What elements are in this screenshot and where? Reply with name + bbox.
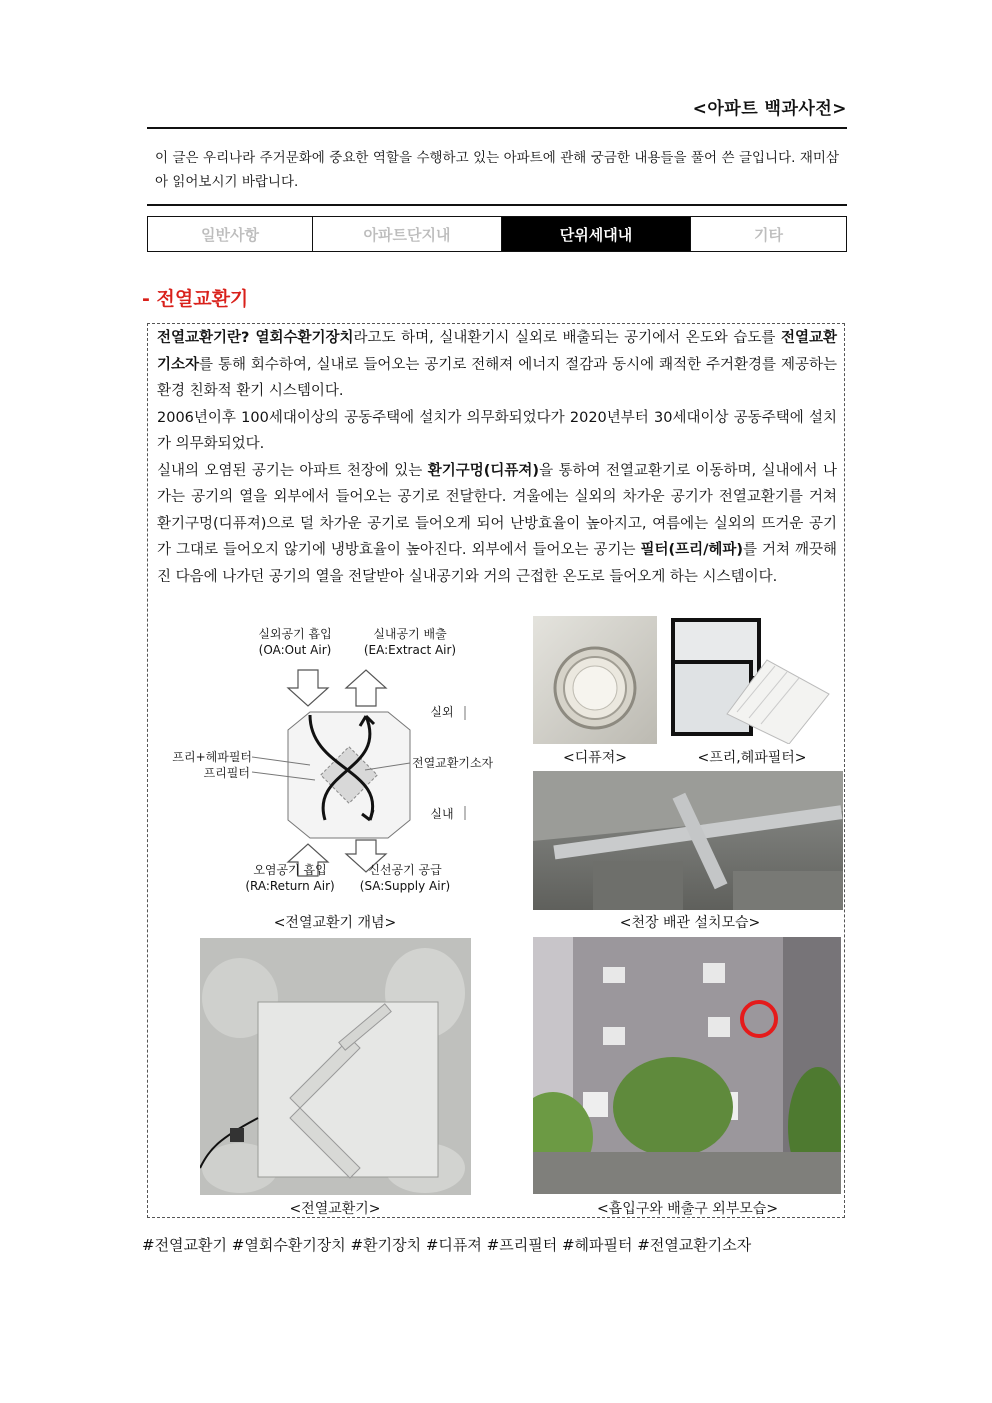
paragraph-2: 2006년이후 100세대이상의 공동주택에 설치가 의무화되었다가 2020년부터 30세대이상 공동주택에 설치가 의무화되었다. — [157, 409, 837, 452]
oa-sub-text: (OA:Out Air) — [258, 643, 332, 657]
category-tabs — [147, 216, 847, 252]
term-definition: 전열교환기란? 열회수환기장치 — [157, 330, 354, 346]
caption-filters: <프리,헤파필터> — [697, 750, 807, 766]
section-title: - 전열교환기 — [142, 288, 249, 310]
paragraph-1 — [157, 325, 837, 405]
tab-complex[interactable]: 아파트단지내 — [313, 217, 502, 251]
tab-general[interactable]: 일반사항 — [148, 217, 313, 251]
caption-ceiling: <천장 배관 설치모습> — [619, 915, 761, 931]
indoor-label: 실내 — [430, 807, 454, 821]
ceiling-photo — [533, 771, 843, 910]
ra-label-text: 오염공기 흡입 — [253, 863, 327, 877]
sa-sub-text: (SA:Supply Air) — [359, 879, 451, 893]
caption-unit: <전열교환기> — [289, 1201, 381, 1217]
building-exterior-icon — [533, 937, 841, 1194]
ea-arrow-icon — [346, 670, 386, 706]
filters-photo — [667, 616, 837, 744]
ra-sub-text: (RA:Return Air) — [245, 879, 335, 893]
unit-photo — [200, 938, 471, 1195]
term-diffuser: 환기구멍(디퓨져) — [427, 462, 540, 479]
core-label: 전열교환기소자 — [412, 756, 494, 770]
caption-diffuser: <디퓨져> — [562, 750, 628, 766]
body-text — [157, 325, 837, 590]
filter2-label: 프리필터 — [203, 766, 250, 780]
oa-label-text: 실외공기 흡입 — [258, 627, 332, 641]
paragraph-3 — [157, 458, 837, 591]
outdoor-label: 실외 — [430, 705, 454, 719]
diffuser-icon — [533, 616, 657, 744]
exterior-photo — [533, 937, 841, 1194]
sa-label-text: 신선공기 공급 — [368, 863, 442, 877]
ra-label — [225, 862, 355, 894]
tab-other[interactable]: 기타 — [754, 225, 783, 244]
ea-sub-text: (EA:Extract Air) — [363, 643, 457, 657]
term-core: 전열교환기소자 — [157, 330, 837, 373]
term-filter: 필터(프리/헤파) — [640, 542, 744, 558]
tab-unit[interactable]: 단위세대내 — [502, 217, 691, 251]
page-header-title: <아파트 백과사전> — [692, 99, 847, 119]
p3-text-3: 를 거쳐 깨끗해진 다음에 나가던 공기의 열을 전달받아 실내공기와 거의 근접한 온도로 들어오게 하는 시스템이다. — [157, 542, 838, 585]
ventilator-unit-icon — [200, 938, 471, 1195]
intro-divider — [147, 204, 847, 206]
caption-exterior: <흡입구와 배출구 외부모습> — [596, 1201, 779, 1217]
p1-text-1: 라고도 하며, 실내환기시 실외로 배출되는 공기에서 온도와 습도를 — [353, 330, 781, 346]
p3-text-1: 실내의 오염된 공기는 아파트 천장에 있는 — [157, 462, 428, 479]
concept-diagram — [160, 620, 530, 905]
oa-arrow-icon — [288, 670, 328, 706]
hashtags: #전열교환기 #열회수환기장치 #환기장치 #디퓨져 #프리필터 #헤파필터 #전열교환기소자 — [142, 1236, 752, 1254]
header-divider — [147, 127, 847, 129]
intro-text: 이 글은 우리나라 주거문화에 중요한 역할을 수행하고 있는 아파트에 관해 궁금한 내용들을 풀어 쓴 글입니다. 재미삼아 읽어보시기 바랍니다. — [155, 150, 839, 190]
caption-concept: <전열교환기 개념> — [273, 915, 397, 931]
filter-icon — [667, 616, 837, 744]
ea-label-text: 실내공기 배출 — [373, 627, 447, 641]
p3-text-2: 을 통하여 전열교환기로 이동하며, 실내에서 나가는 공기의 열을 외부에서 들어오는 공기로 전달한다. 겨울에는 실외의 차가운 공기가 전열교환기를 거쳐 환기구멍(디퓨져)으로 덜 차가운 공기로 들어오게 되어 난방효율이 높아지고, 여름에는 실외의 뜨거운 공기가 그대로 들어오지 않기에 냉방효율이 높아진다. 외부에서 들어오는 공기는 — [157, 462, 837, 558]
sa-label — [340, 862, 470, 894]
p1-text-2: 를 통해 회수하여, 실내로 들어오는 공기로 전해져 에너지 절감과 동시에 쾌적한 주거환경를 제공하는 환경 친화적 환기 시스템이다. — [157, 356, 837, 399]
filter1-label: 프리+헤파필터 — [172, 750, 252, 764]
ceiling-duct-icon — [533, 771, 843, 910]
diffuser-photo — [533, 616, 657, 744]
